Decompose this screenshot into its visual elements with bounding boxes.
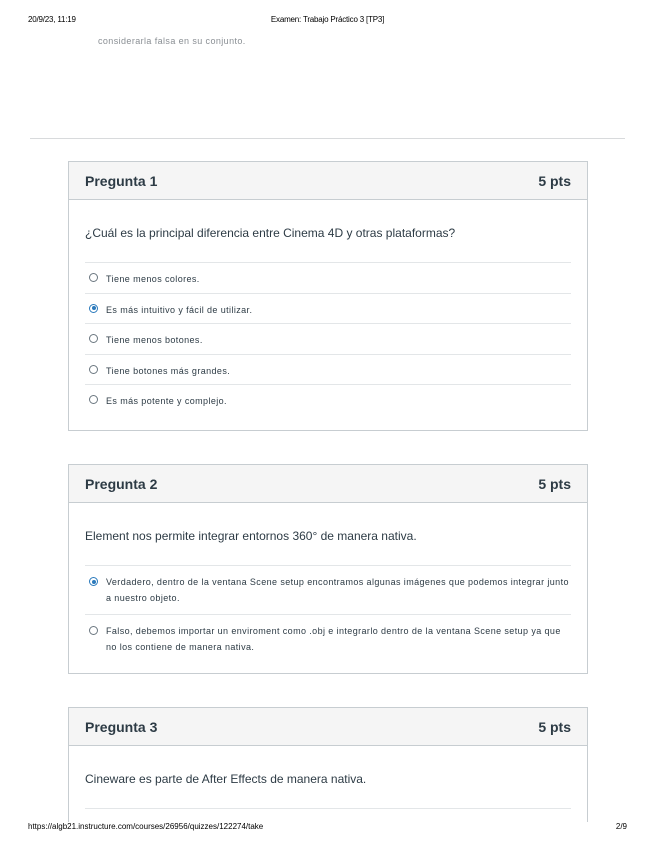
answer-option[interactable] bbox=[85, 385, 571, 416]
answer-label: Verdadero, dentro de la ventana Scene setup encontramos algunas imágenes que podemos integrar junto a nuestro objeto. bbox=[106, 577, 569, 603]
section-divider bbox=[30, 138, 625, 139]
radio-button-selected[interactable] bbox=[89, 304, 98, 313]
answer-option[interactable] bbox=[85, 294, 571, 325]
answer-label: Es más intuitivo y fácil de utilizar. bbox=[106, 304, 253, 315]
answer-label: Tiene botones más grandes. bbox=[106, 365, 231, 376]
page-url: https://algb21.instructure.com/courses/26956/quizzes/122274/take bbox=[28, 822, 264, 831]
question-title: Pregunta 3 bbox=[85, 719, 158, 735]
answer-option[interactable] bbox=[85, 615, 571, 663]
question-points: 5 pts bbox=[538, 476, 571, 492]
question-body bbox=[69, 503, 587, 663]
radio-button[interactable] bbox=[89, 626, 98, 635]
question-2 bbox=[68, 464, 588, 674]
radio-button[interactable] bbox=[89, 395, 98, 404]
radio-button[interactable] bbox=[89, 365, 98, 374]
question-points: 5 pts bbox=[538, 719, 571, 735]
question-header bbox=[69, 708, 587, 746]
question-title: Pregunta 2 bbox=[85, 476, 158, 492]
question-header bbox=[69, 465, 587, 503]
answer-label: Tiene menos botones. bbox=[106, 335, 203, 345]
question-text: Element nos permite integrar entornos 360° de manera nativa. bbox=[85, 503, 571, 566]
question-text: ¿Cuál es la principal diferencia entre Cinema 4D y otras plataformas? bbox=[85, 200, 571, 263]
print-date: 20/9/23, 11:19 bbox=[28, 15, 76, 24]
intro-text: considerarla falsa en su conjunto. bbox=[98, 36, 246, 46]
question-body bbox=[69, 746, 587, 809]
answer-label: Es más potente y complejo. bbox=[106, 396, 227, 406]
answer-label: Tiene menos colores. bbox=[106, 274, 200, 284]
print-title: Examen: Trabajo Práctico 3 [TP3] bbox=[270, 15, 385, 24]
radio-button[interactable] bbox=[89, 334, 98, 343]
radio-button[interactable] bbox=[89, 273, 98, 282]
answer-option[interactable] bbox=[85, 263, 571, 294]
page-number: 2/9 bbox=[615, 822, 627, 831]
question-body bbox=[69, 200, 587, 416]
answer-option[interactable] bbox=[85, 324, 571, 355]
question-header bbox=[69, 162, 587, 200]
question-points: 5 pts bbox=[538, 173, 571, 189]
answer-option[interactable] bbox=[85, 355, 571, 386]
print-header bbox=[28, 15, 627, 27]
radio-button-selected[interactable] bbox=[89, 577, 98, 586]
question-1 bbox=[68, 161, 588, 431]
answer-option[interactable] bbox=[85, 566, 571, 615]
answer-label: Falso, debemos importar un enviroment como .obj e integrarlo dentro de la ventana Scene setup ya que no los contiene de manera nativa. bbox=[106, 626, 561, 652]
question-text: Cineware es parte de After Effects de manera nativa. bbox=[85, 746, 571, 809]
question-3 bbox=[68, 707, 588, 822]
question-title: Pregunta 1 bbox=[85, 173, 158, 189]
